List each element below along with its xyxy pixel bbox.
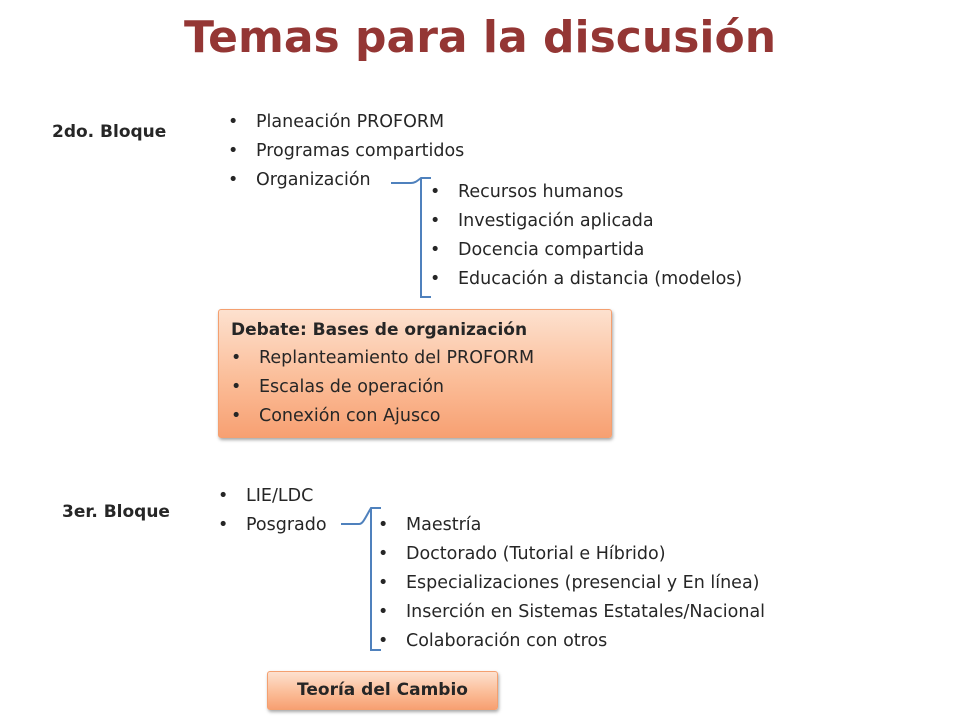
bloque2-item: • Programas compartidos [228,137,464,166]
bloque2-item: • Planeación PROFORM [228,108,464,137]
slide-title: Temas para la discusión [183,12,777,63]
debate-item: • Conexión con Ajusco [231,402,534,431]
bloque2-label: 2do. Bloque [52,122,167,142]
bloque3-subitem: • Especializaciones (presencial y En línea) [378,569,765,598]
bloque2-subitem: • Docencia compartida [430,236,742,265]
bloque3-subitem: • Maestría [378,511,765,540]
bloque3-subitem: • Doctorado (Tutorial e Híbrido) [378,540,765,569]
bloque2-subitem: • Recursos humanos [430,178,742,207]
bloque3-label: 3er. Bloque [62,502,170,522]
bloque2-sublist [430,178,742,294]
debate-item: • Replanteamiento del PROFORM [231,344,534,373]
debate-list [231,344,534,431]
bloque2-item: • Organización [228,166,464,195]
debate-box [218,309,612,438]
teoria-box: Teoría del Cambio [267,671,498,710]
bloque3-list [218,482,327,540]
bloque3-item: • LIE/LDC [218,482,327,511]
debate-item: • Escalas de operación [231,373,534,402]
bloque3-subitem: • Inserción en Sistemas Estatales/Nacional [378,598,765,627]
bloque3-subitem: • Colaboración con otros [378,627,765,656]
bloque2-subitem: • Investigación aplicada [430,207,742,236]
bloque3-item: • Posgrado [218,511,327,540]
debate-title: Debate: Bases de organización [231,320,528,340]
bloque2-subitem: • Educación a distancia (modelos) [430,265,742,294]
bloque3-sublist [378,511,765,656]
